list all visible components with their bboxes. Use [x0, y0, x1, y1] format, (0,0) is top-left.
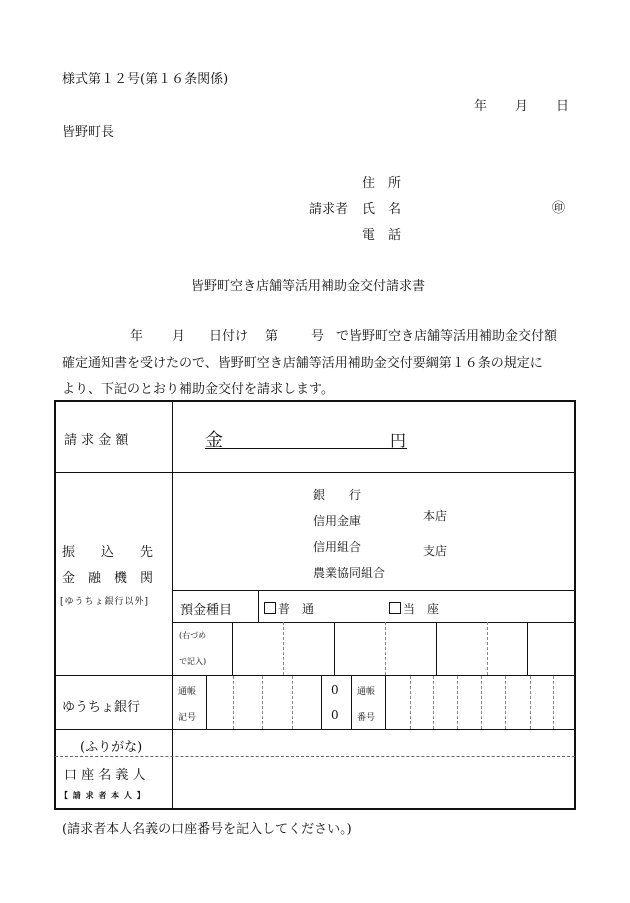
yucho-label: ゆうちょ銀行	[62, 700, 141, 715]
passbook-symbol-label-1: 通帳	[178, 687, 197, 697]
body-month: 月	[172, 329, 186, 344]
deposit-option-current[interactable]	[389, 600, 439, 617]
passbook-number-label-1: 通帳	[357, 687, 376, 697]
deposit-type-label: 預金種目	[180, 603, 233, 618]
institution-type-bank: 銀 行	[313, 488, 362, 502]
branch-type-branch: 支店	[423, 544, 448, 558]
passbook-symbol-zero-1: 0	[331, 683, 339, 697]
account-holder-input[interactable]	[174, 758, 574, 808]
passbook-symbol-input[interactable]	[207, 678, 320, 727]
document-title: 皆野町空き店舗等活用補助金交付請求書	[191, 279, 426, 294]
account-holder-label: 口 座 名 義 人	[64, 768, 146, 783]
name-label: 氏 名	[362, 202, 402, 217]
body-day-dated: 日付け	[209, 329, 249, 344]
deposit-option-ordinary[interactable]	[264, 600, 314, 617]
right-align-note-2: で記入)	[179, 657, 207, 666]
passbook-number-input[interactable]	[386, 678, 573, 727]
body-line1-rest: で皆野町空き店舗等活用補助金交付額	[336, 329, 558, 344]
date-day-label: 日	[556, 99, 570, 114]
footnote: (請求者本人名義の口座番号を記入してください。)	[62, 822, 352, 837]
bank-label-note: [ゆうちょ銀行以外]	[60, 597, 150, 607]
body-go: 号	[311, 329, 325, 344]
body-line3: より、下記のとおり補助金交付を請求します。	[62, 382, 334, 397]
account-number-input[interactable]	[233, 624, 573, 674]
passbook-symbol-zero-2: 0	[331, 708, 339, 722]
applicant-label: 請求者	[309, 202, 349, 217]
amount-underline	[205, 448, 407, 449]
checkbox-current[interactable]	[389, 602, 401, 614]
date-year-label: 年	[474, 99, 488, 114]
branch-type-main: 本店	[423, 509, 448, 523]
amount-input[interactable]	[230, 424, 380, 446]
branch-name-input[interactable]	[400, 478, 420, 584]
amount-suffix: 円	[390, 431, 407, 450]
right-align-note-1: (右づめ	[179, 631, 207, 640]
furigana-label: (ふりがな)	[80, 740, 143, 755]
body-year: 年	[130, 329, 144, 344]
body-line2: 確定通知書を受けたので、皆野町空き店舗等活用補助金交付要綱第１６条の規定に	[62, 356, 543, 371]
address-label: 住 所	[362, 176, 402, 191]
form-number: 様式第１２号(第１６条関係)	[62, 72, 229, 87]
amount-label: 請 求 金 額	[64, 433, 129, 448]
deposit-option-ordinary-label: 普 通	[278, 602, 315, 616]
amount-prefix: 金	[205, 430, 223, 451]
bank-label-institution: 金 融 機 関	[62, 571, 154, 586]
phone-label: 電 話	[362, 228, 402, 243]
checkbox-ordinary[interactable]	[264, 602, 276, 614]
institution-type-ja: 農業協同組合	[313, 566, 386, 580]
bank-name-input[interactable]	[180, 478, 300, 584]
seal-mark: ㊞	[552, 201, 566, 216]
bank-label-transfer: 振 込 先	[62, 545, 154, 560]
body-dai: 第	[265, 329, 279, 344]
institution-type-shinkin: 信用金庫	[313, 514, 362, 528]
deposit-option-current-label: 当 座	[403, 602, 440, 616]
passbook-number-label-2: 番号	[357, 713, 376, 723]
passbook-symbol-label-2: 記号	[178, 713, 197, 723]
furigana-input[interactable]	[174, 731, 574, 755]
date-month-label: 月	[515, 99, 529, 114]
account-holder-note: 【 請 求 者 本 人 】	[60, 790, 146, 800]
addressee: 皆野町長	[62, 125, 115, 140]
label-column-divider	[172, 401, 173, 809]
institution-type-shinkumi: 信用組合	[313, 540, 362, 554]
